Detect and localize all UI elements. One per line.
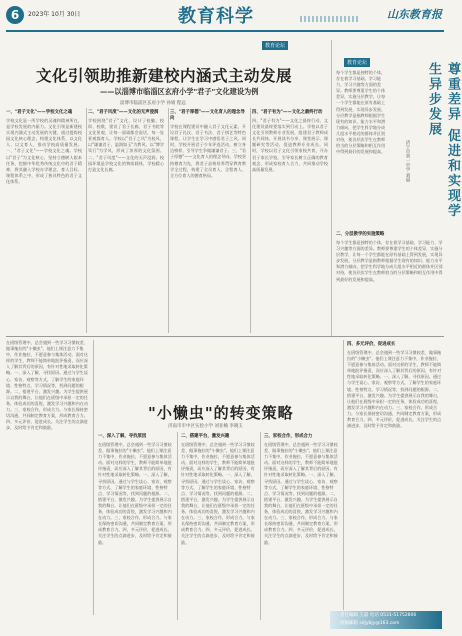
sidebar-title: 尊重差异 促进和实现学生异步发展: [426, 62, 460, 219]
column-divider: [168, 108, 169, 333]
bottom-article-title: "小懒虫"的转变策略: [148, 404, 294, 422]
sidebar-lower: [336, 230, 444, 330]
top-article-column: [88, 108, 164, 333]
newspaper-logo: 山东教育报: [387, 8, 442, 21]
section-heading: 二、搭建平台，激发兴趣: [181, 434, 230, 439]
article-divider: [6, 336, 444, 337]
sidebar-tag: 教育论坛: [344, 58, 370, 67]
top-article-subtitle: ——以淄博市临淄区玄府小学"君子"文化建设为例: [100, 87, 259, 96]
column-divider: [93, 340, 94, 615]
top-article-column: [6, 108, 82, 333]
column-divider: [177, 432, 178, 620]
column-text: 在班级管理中，总会遇到一些学习习惯较差、做事拖拉的"小懒虫"。他们上课注意力不集中，作业拖拉，不愿意参与集体活动。面对这样的学生，教师不能简单地批评指责，而应深入了解其背后的原因，有针对性地采取转化策略。一、深入了解，寻找原因。通过与学生谈心、家访、观察等方式，了解学生的家庭环境、性格特点、学习情况等，找到问题的根源。二、搭建平台，激发兴趣。为学生提供展示自我的舞台，让他们在班级中承担一定的任务，体验成功的喜悦，激发学习兴趣和内在动力。三、家校合作，形成合力。与家长保持密切沟通，共同制定教育方案，形成教育合力。四、多元评价，促进成长。关注学生的点滴进步，及时给予肯定和鼓励。: [6, 340, 88, 431]
section-heading: 二、"君子风度"——文化的无声浸润: [88, 110, 159, 115]
top-article-column: [252, 108, 328, 333]
column-divider: [331, 40, 332, 336]
bottom-article-column: [6, 340, 90, 615]
bottom-article-column: [98, 432, 174, 620]
top-article-byline: 淄博市临淄区玄府小学 孙娟 程远: [120, 101, 186, 106]
bottom-article-column: [181, 432, 257, 620]
column-text: 在班级管理中，总会遇到一些学习习惯较差、做事拖拉的"小懒虫"。他们上课注意力不集中，作业拖拉，不愿意参与集体活动。面对这样的学生，教师不能简单地批评指责，而应深入了解其背后的原因，有针对性地采取转化策略。一、深入了解，寻找原因。通过与学生谈心、家访、观察等方式，了解学生的家庭环境、性格特点、学习情况等，找到问题的根源。二、搭建平台，激发兴趣。为学生提供展示自我的舞台，让他们在班级中承担一定的任务，体验成功的喜悦，激发学习兴趣和内在动力。三、家校合作，形成合力。与家长保持密切沟通，共同制定教育方案，形成教育合力。四、多元评价，促进成长。关注学生的点滴进步，及时给予肯定和鼓励。: [181, 442, 255, 545]
column-text: 在班级管理中，总会遇到一些学习习惯较差、做事拖拉的"小懒虫"。他们上课注意力不集中，作业拖拉，不愿意参与集体活动。面对这样的学生，教师不能简单地批评指责，而应深入了解其背后的原因，有针对性地采取转化策略。一、深入了解，寻找原因。通过与学生谈心、家访、观察等方式，了解学生的家庭环境、性格特点、学习情况等，找到问题的根源。二、搭建平台，激发兴趣。为学生提供展示自我的舞台，让他们在班级中承担一定的任务，体验成功的喜悦，激发学习兴趣和内在动力。三、家校合作，形成合力。与家长保持密切沟通，共同制定教育方案，形成教育合力。四、多元评价，促进成长。关注学生的点滴进步，及时给予肯定和鼓励。: [347, 350, 442, 429]
bottom-article-byline: 济南市市中区实验小学 刘亚楠 李晓玉: [168, 424, 243, 429]
header-rule: [6, 30, 444, 32]
bottom-article-column: [347, 340, 444, 608]
column-text: 四、"君子有为"——文化之最终行动。文化建设最终要落实到行动上。学校以君子文化引领教师专业发展，组建君子教师成长共同体，开展读书分享、课堂展示、课题研究等活动，促进教师专业成长。同时，学校以君子文化引领家校共育，开办君子家长学校，引导家长树立正确的教育观念，形成家校育人合力，共同推动学校高质量发展。: [252, 118, 328, 172]
section-heading: 三、"君子厚德"——文化育人的理念导向: [170, 110, 245, 121]
section-heading: 三、家校合作，形成合力: [264, 434, 313, 439]
issue-date: 2023年 10月 30日: [28, 11, 81, 18]
sidebar-heading: 二、分层教学的实施策略: [336, 232, 385, 237]
column-text: 学校围绕"君子"文化，设计了校徽、校训、校歌，建设了君子长廊、君子书院等文化景观，让每一面墙都会说话，每一处景观都育人。学校以"君子之风"为校风，以"谦谦君子，温润如玉"为教风，以"博学笃行"为学风，形成了浓厚的文化氛围。二、"君子风度"——文化的无声浸润。校园环境是学校文化的物质载体，学校精心打造文化长廊。: [88, 118, 164, 172]
footer-email: 投稿邮箱 sdjybjy@163.com: [340, 621, 400, 626]
section-heading: 四、"君子有为"——文化之最终行动: [252, 110, 323, 115]
section-heading: 一、"君子文化"——学校文化之魂: [6, 110, 73, 115]
bottom-article-column: [264, 432, 340, 620]
sidebar-author: 济宁市第一中学 刘丽: [405, 140, 410, 182]
top-article-title: 文化引领助推新建校内涵式主动发展: [36, 66, 293, 85]
section-title: 教育科学: [178, 6, 254, 27]
column-divider: [250, 108, 251, 333]
section-heading: 四、多元评价，促进成长: [347, 342, 396, 347]
column-text: 在班级管理中，总会遇到一些学习习惯较差、做事拖拉的"小懒虫"。他们上课注意力不集中，作业拖拉，不愿意参与集体活动。面对这样的学生，教师不能简单地批评指责，而应深入了解其背后的原因，有针对性地采取转化策略。一、深入了解，寻找原因。通过与学生谈心、家访、观察等方式，了解学生的家庭环境、性格特点、学习情况等，找到问题的根源。二、搭建平台，激发兴趣。为学生提供展示自我的舞台，让他们在班级中承担一定的任务，体验成功的喜悦，激发学习兴趣和内在动力。三、家校合作，形成合力。与家长保持密切沟通，共同制定教育方案，形成教育合力。四、多元评价，促进成长。关注学生的点滴进步，及时给予肯定和鼓励。: [98, 442, 172, 545]
footer-editor: 责任编辑 王磊 电话 0531-51752806: [340, 613, 417, 618]
section-heading: 一、深入了解，寻找原因: [98, 434, 147, 439]
page-header: [0, 0, 450, 44]
column-divider: [86, 108, 87, 333]
column-divider: [260, 432, 261, 620]
column-text: 在班级管理中，总会遇到一些学习习惯较差、做事拖拉的"小懒虫"。他们上课注意力不集中，作业拖拉，不愿意参与集体活动。面对这样的学生，教师不能简单地批评指责，而应深入了解其背后的原因，有针对性地采取转化策略。一、深入了解，寻找原因。通过与学生谈心、家访、观察等方式，了解学生的家庭环境、性格特点、学习情况等，找到问题的根源。二、搭建平台，激发兴趣。为学生提供展示自我的舞台，让他们在班级中承担一定的任务，体验成功的喜悦，激发学习兴趣和内在动力。三、家校合作，形成合力。与家长保持密切沟通，共同制定教育方案，形成教育合力。四、多元评价，促进成长。关注学生的点滴进步，及时给予肯定和鼓励。: [264, 442, 338, 545]
column-text: 学校在课程建设中融入君子文化元素，开设君子礼仪、君子书法、君子棋艺等特色课程，让学生在学习中感悟君子之风。同时，学校开展君子少年评选活动，树立身边榜样，引导学生争做谦谦君子。三、"君子厚德"——文化育人的理念导向。学校坚持德育为先，将君子品格培养贯穿教育教学全过程，构建了全员育人、全程育人、全方位育人的德育格局。: [170, 124, 246, 178]
page-number: 6: [6, 6, 24, 24]
sidebar-body: 每个学生都是独特的个体，存在着学习基础、学习能力、学习兴趣等方面的差异。教师要尊重学生的个体差异，实施分层教学，让每一个学生都能在原有基础上得到发展，实现异步发展。分层教学是指教师根据学生现有的知识、能力水平和潜力倾向，把学生科学地分成几组水平相近的群体并区别对待，使各层次学生在教师恰当的分层策略和相互作用中得到最好的发展和提高。: [336, 70, 386, 155]
top-article-column: [170, 108, 246, 333]
column-divider: [343, 340, 344, 610]
decorative-dots: [300, 16, 360, 22]
top-article-body: [6, 108, 328, 333]
column-text: 学校文化是一所学校的灵魂和精神所在，是学校发展的内驱力。文化引领是新建校实现内涵式主动发展的关键，通过提炼校园文化核心理念，构建文化体系，以文化人、以文育人，推动学校高质量发展。一、"君子文化"——学校文化之魂。学校以"君子"为文化核心，坚持立德树人根本任务，挖掘中华优秀传统文化中的君子精神，将其融入学校办学理念、育人目标、课程体系之中，形成了独具特色的君子文化体系。: [6, 118, 82, 184]
top-article-tag: 教育论坛: [262, 41, 288, 50]
sidebar-body: 每个学生都是独特的个体，存在着学习基础、学习能力、学习兴趣等方面的差异。教师要尊重学生的个体差异，实施分层教学，让每一个学生都能在原有基础上得到发展，实现异步发展。分层教学是指教师根据学生现有的知识、能力水平和潜力倾向，把学生科学地分成几组水平相近的群体并区别对待，使各层次学生在教师恰当的分层策略和相互作用中得到最好的发展和提高。: [336, 240, 443, 282]
